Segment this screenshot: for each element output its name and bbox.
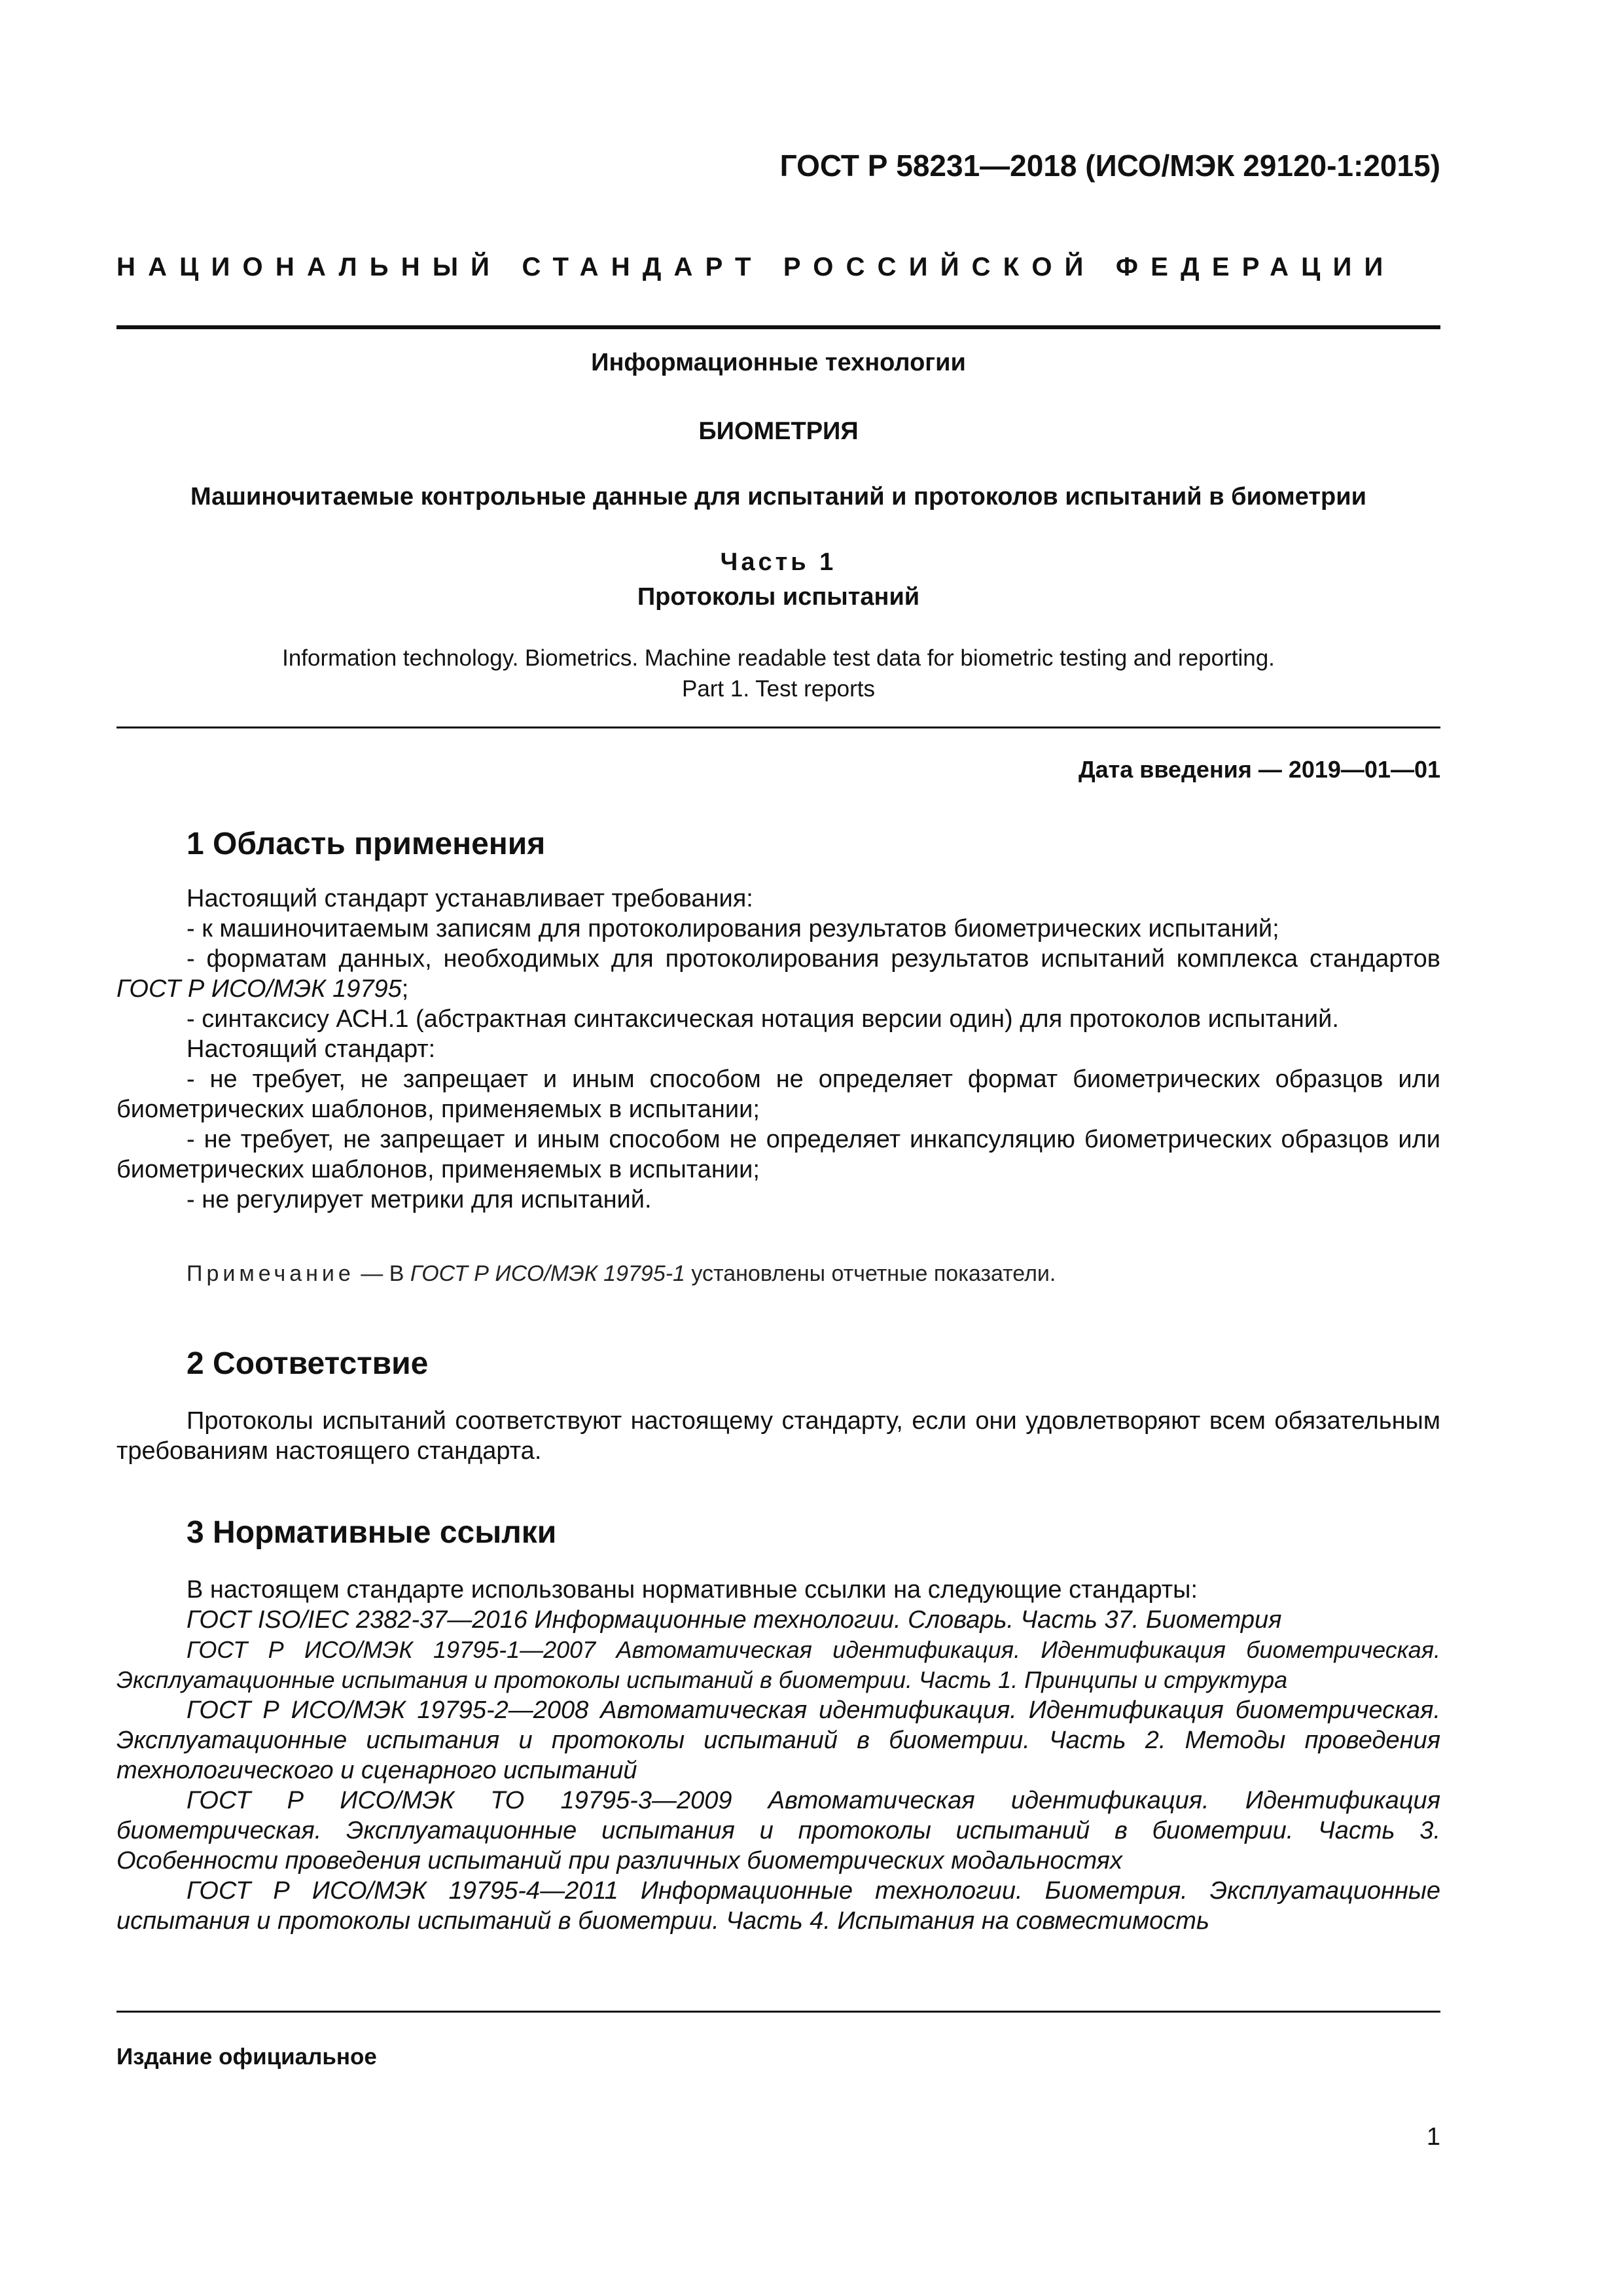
section-1-heading: 1 Область применения [187,827,546,861]
reference-item: ГОСТ Р ИСО/МЭК 19795-4—2011 Информационные технологии. Биометрия. Эксплуатационные испытания и протоколы испытаний в биометрии. Часть 4. Испытания на совместимость [116,1877,1440,1935]
document-code: ГОСТ Р 58231—2018 (ИСО/МЭК 29120-1:2015) [779,149,1440,183]
page-number: 1 [1426,2123,1440,2151]
section-2-body [116,1406,1440,1466]
biometry-line: БИОМЕТРИЯ [698,418,859,445]
document-title: Машиночитаемые контрольные данные для испытаний и протоколов испытаний в биометрии [190,483,1366,511]
section-2-heading: 2 Соответствие [187,1346,429,1381]
reference-item: ГОСТ ISO/IEC 2382-37—2016 Информационные технологии. Словарь. Часть 37. Биометрия [187,1606,1282,1634]
paragraph: Настоящий стандарт: [187,1035,436,1063]
reference-item: ГОСТ Р ИСО/МЭК 19795-1—2007 Автоматическая идентификация. Идентификация биометрическая. Эксплуатационные испытания и протоколы испытаний в биометрии. Часть 1. Принципы и структура [116,1636,1440,1693]
english-title-line-1: Information technology. Biometrics. Machine readable test data for biometric testing and reporting. [282,645,1275,671]
reference-link: ГОСТ Р ИСО/МЭК 19795 [116,975,402,1003]
note-label: Примечание [187,1261,355,1286]
list-item-text: ; [401,975,409,1003]
section-3-heading: 3 Нормативные ссылки [187,1515,557,1550]
reference-item: ГОСТ Р ИСО/МЭК ТО 19795-3—2009 Автоматическая идентификация. Идентификация биометрическая. Эксплуатационные испытания и протоколы испытаний в биометрии. Часть 3. Особенности проведения испытаний при различных биометрических модальностях [116,1787,1440,1874]
list-item: - синтаксису АСН.1 (абстрактная синтаксическая нотация версии один) для протоколов испытаний. [187,1005,1339,1033]
paragraph: В настоящем стандарте использованы нормативные ссылки на следующие стандарты: [187,1576,1198,1604]
subject-line: Информационные технологии [591,349,966,376]
paragraph: Настоящий стандарт устанавливает требования: [187,885,753,912]
top-divider [116,325,1440,329]
title-divider [116,726,1440,728]
note-text: — В [354,1261,410,1286]
part-number: Часть 1 [720,548,837,576]
list-item: - не требует, не запрещает и иным способом не определяет инкапсуляцию биометрических образцов или биометрических шаблонов, применяемых в испытании; [116,1126,1440,1183]
note-reference: ГОСТ Р ИСО/МЭК 19795-1 [410,1261,685,1286]
part-title: Протоколы испытаний [637,583,920,611]
section-1-body [116,884,1440,1215]
list-item: - не требует, не запрещает и иным способом не определяет формат биометрических образцов или биометрических шаблонов, применяемых в испытании; [116,1066,1440,1123]
national-standard-banner: НАЦИОНАЛЬНЫЙ СТАНДАРТ РОССИЙСКОЙ ФЕДЕРАЦИИ [116,253,1396,281]
list-item: - не регулирует метрики для испытаний. [187,1186,652,1213]
list-item-text: - форматам данных, необходимых для протоколирования результатов испытаний комплекса стандартов [187,945,1440,973]
footer-divider [116,2011,1440,2013]
english-title-line-2: Part 1. Test reports [681,676,876,702]
note [187,1261,1056,1287]
list-item [116,944,1440,1004]
paragraph: Протоколы испытаний соответствуют настоящему стандарту, если они удовлетворяют всем обязательным требованиям настоящего стандарта. [116,1407,1440,1465]
reference-item: ГОСТ Р ИСО/МЭК 19795-2—2008 Автоматическая идентификация. Идентификация биометрическая. Эксплуатационные испытания и протоколы испытаний в биометрии. Часть 2. Методы проведения технологического и сценарного испытаний [116,1696,1440,1784]
introduction-date: Дата введения — 2019—01—01 [1078,756,1440,783]
section-3-body [116,1575,1440,1936]
list-item: - к машиночитаемым записям для протоколирования результатов биометрических испытаний; [187,915,1279,942]
note-text: установлены отчетные показатели. [685,1261,1056,1286]
edition-label: Издание официальное [116,2044,377,2070]
